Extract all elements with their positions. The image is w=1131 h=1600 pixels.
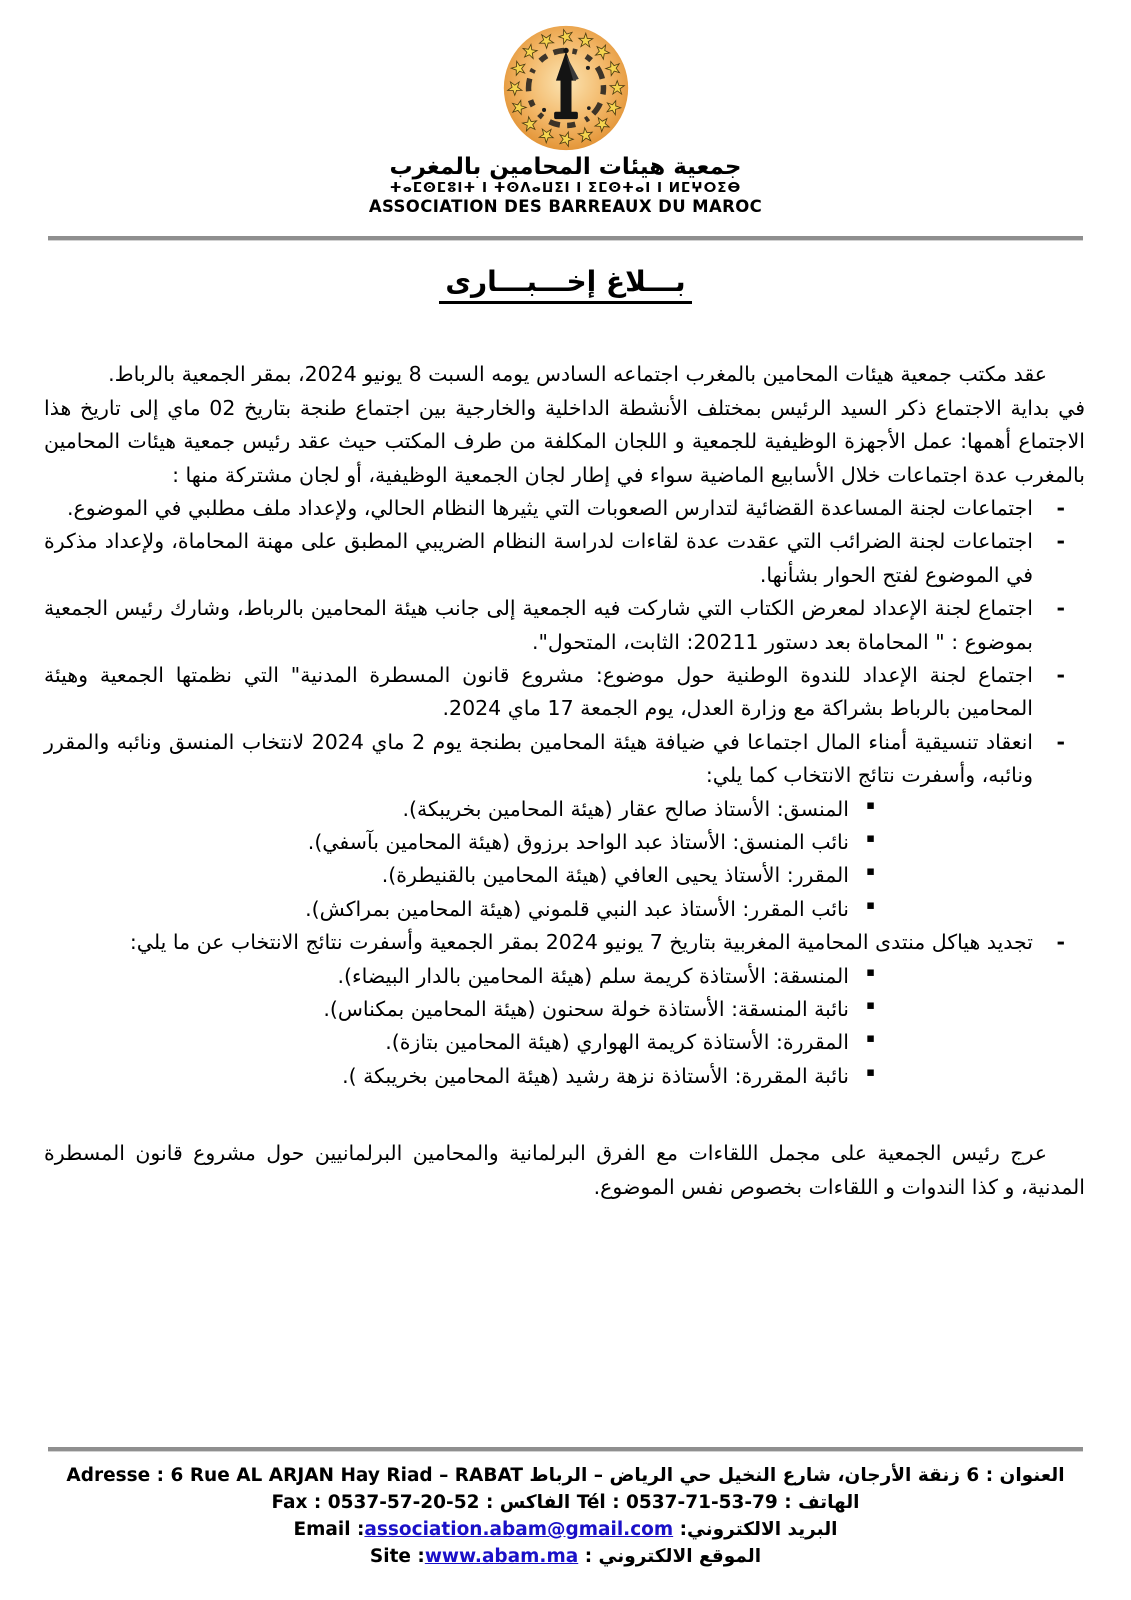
bullet-item-tax-committee [44, 525, 1085, 592]
square-marker: ▪ [866, 864, 875, 880]
result-item-deputy-coordinator-f [44, 993, 883, 1026]
dash-marker: - [1056, 529, 1065, 554]
email-label-arabic: البريد الالكتروني: [679, 1519, 838, 1540]
forum-results-list [44, 960, 883, 1094]
square-marker: ▪ [866, 897, 875, 913]
square-marker: ▪ [866, 998, 875, 1013]
square-marker: ▪ [866, 1064, 875, 1080]
result-text: نائب المقرر: الأستاذ عبد النبي قلموني (هيئة المحامين بمراكش). [305, 896, 849, 921]
result-text: المنسق: الأستاذ صالح عقار (هيئة المحامين بخريبكة). [402, 796, 849, 821]
phone-number: Tél : 0537-71-53-79 [576, 1492, 778, 1513]
bullet-item-judicial-aid [44, 492, 1085, 525]
result-item-coordinator [44, 793, 883, 826]
opening-paragraph: عقد مكتب جمعية هيئات المحامين بالمغرب اجتماعه السادس يومه السبت 8 يونيو 2024، بمقر الجمعية بالرباط. [108, 362, 1047, 387]
footer-rule [48, 1447, 1083, 1452]
result-item-deputy-rapporteur [44, 893, 883, 926]
address-arabic: العنوان : 6 زنقة الأرجان، شارع النخيل حي الرياض – الرباط [529, 1465, 1065, 1486]
square-marker: ▪ [866, 830, 875, 846]
dash-marker: - [1056, 930, 1065, 955]
result-text: نائب المنسق: الأستاذ عبد الواحد برزوق (هيئة المحامين بآسفي). [307, 829, 849, 854]
result-item-rapporteur-f [44, 1026, 883, 1059]
dash-marker: - [1056, 495, 1065, 520]
square-marker: ▪ [866, 1031, 875, 1047]
dash-marker: - [1056, 596, 1065, 621]
site-label-arabic: الموقع الالكتروني : [584, 1546, 762, 1567]
site-link[interactable]: www.abam.ma [424, 1546, 579, 1567]
document-footer [0, 1447, 1131, 1570]
page-title: بـــلاغ إخـــبـــارى [439, 265, 691, 304]
bullet-item-national-symposium [44, 659, 1085, 726]
association-logo-emblem-icon [502, 24, 630, 152]
square-marker: ▪ [866, 964, 875, 980]
result-item-deputy-rapporteur-f [44, 1060, 883, 1093]
document-body [44, 358, 1085, 1204]
bullet-item-book-fair [44, 592, 1085, 659]
phone-label-arabic: الهاتف : [784, 1492, 860, 1513]
bullet-text: اجتماعات لجنة الضرائب التي عقدت عدة لقاءات لدراسة النظام الضريبي المطبق على مهنة المحاماة، ولإعداد مذكرة في الموضوع لفتح الحوار بشأنها. [44, 529, 1033, 587]
activities-paragraph: في بداية الاجتماع ذكر السيد الرئيس بمختلف الأنشطة الداخلية والخارجية بين اجتماع طنجة بتاريخ 02 ماي إلى تاريخ هذا الاجتماع أهمها: عمل الأجهزة الوظيفية للجمعية و اللجان المكلفة من طرف المكتب حيث عقد رئيس جمعية هيئات المحامين بالمغرب عدة اجتماعات خلال الأسابيع الماضية سواء في إطار لجان الجمعية الوظيفية، أو لجان مشتركة منها : [44, 395, 1085, 487]
bullet-text: انعقاد تنسيقية أمناء المال اجتماعا في ضيافة هيئة المحامين بطنجة يوم 2 ماي 2024 لانتخاب المنسق ونائبه والمقرر ونائبه، وأسفرت نتائج الانتخاب كما يلي: [44, 729, 1033, 788]
email-label-french: Email : [293, 1519, 365, 1540]
site-label-french: Site : [369, 1546, 425, 1567]
result-text: نائبة المنسقة: الأستاذة خولة سحنون (هيئة المحامين بمكناس). [323, 997, 849, 1021]
bullet-item-women-lawyers-forum [44, 926, 1085, 1093]
fax-number: Fax : 0537-57-20-52 [271, 1492, 480, 1513]
result-item-coordinator-f [44, 960, 883, 993]
footer-phone-fax-line [60, 1489, 1071, 1516]
footer-email-line [60, 1516, 1071, 1543]
title-row [0, 265, 1131, 304]
bullet-text: اجتماع لجنة الإعداد لمعرض الكتاب التي شاركت فيه الجمعية إلى جانب هيئة المحامين بالرباط، وشارك رئيس الجمعية بموضوع : " المحاماة بعد دستور 20211: الثابت، المتحول". [44, 596, 1033, 654]
fax-label-arabic: الفاكس : [485, 1492, 571, 1513]
bullet-text: تجديد هياكل منتدى المحامية المغربية بتاريخ 7 يونيو 2024 بمقر الجمعية وأسفرت نتائج الانتخاب عن ما يلي: [129, 930, 1033, 955]
election-results-list [44, 793, 883, 927]
bullet-text: اجتماع لجنة الإعداد للندوة الوطنية حول موضوع: مشروع قانون المسطرة المدنية" التي نظمتها الجمعية وهيئة المحامين بالرباط بشراكة مع وزارة العدل، يوم الجمعة 17 ماي 2024. [44, 662, 1033, 721]
result-item-rapporteur [44, 859, 883, 892]
result-text: المقررة: الأستاذة كريمة الهواري (هيئة المحامين بتازة). [385, 1030, 849, 1055]
org-name-tifinagh: ⵜⴰⵎⵙⵎⵓⵏⵜ ⵏ ⵜⵙⴷⴰⵡⵉⵏ ⵏ ⵉⵎⵙⵜⴰⵏ ⵏ ⵍⵎⵖⵔⵉⴱ [389, 180, 742, 197]
dash-marker: - [1056, 662, 1065, 687]
address-french: Adresse : 6 Rue AL ARJAN Hay Riad – RABAT [66, 1465, 523, 1486]
closing-paragraph: عرج رئيس الجمعية على مجمل اللقاءات مع الفرق البرلمانية والمحامين البرلمانيين حول مشروع قانون المسطرة المدنية، و كذا الندوات و اللقاءات بخصوص نفس الموضوع. [44, 1141, 1085, 1199]
header-rule [48, 236, 1083, 241]
bullet-item-treasurers-coordination [44, 726, 1085, 926]
email-link[interactable]: association.abam@gmail.com [364, 1519, 674, 1540]
footer-site-line [60, 1543, 1071, 1570]
bullet-text: اجتماعات لجنة المساعدة القضائية لتدارس الصعوبات التي يثيرها النظام الحالي، ولإعداد ملف مطلبي في الموضوع. [66, 495, 1033, 520]
result-text: المقرر: الأستاذ يحيى العافي (هيئة المحامين بالقنيطرة). [381, 863, 849, 888]
square-marker: ▪ [866, 797, 875, 813]
document-header [0, 0, 1131, 216]
footer-address-line [60, 1462, 1071, 1489]
org-name-french: ASSOCIATION DES BARREAUX DU MAROC [368, 197, 763, 217]
result-text: المنسقة: الأستاذة كريمة سلم (هيئة المحامين بالدار البيضاء). [337, 963, 849, 988]
org-name-arabic: جمعية هيئات المحامين بالمغرب [389, 154, 742, 180]
result-text: نائبة المقررة: الأستاذة نزهة رشيد (هيئة المحامين بخريبكة ). [342, 1063, 849, 1088]
dash-marker: - [1056, 729, 1065, 754]
bullet-list [44, 492, 1085, 1093]
result-item-deputy-coordinator [44, 826, 883, 859]
